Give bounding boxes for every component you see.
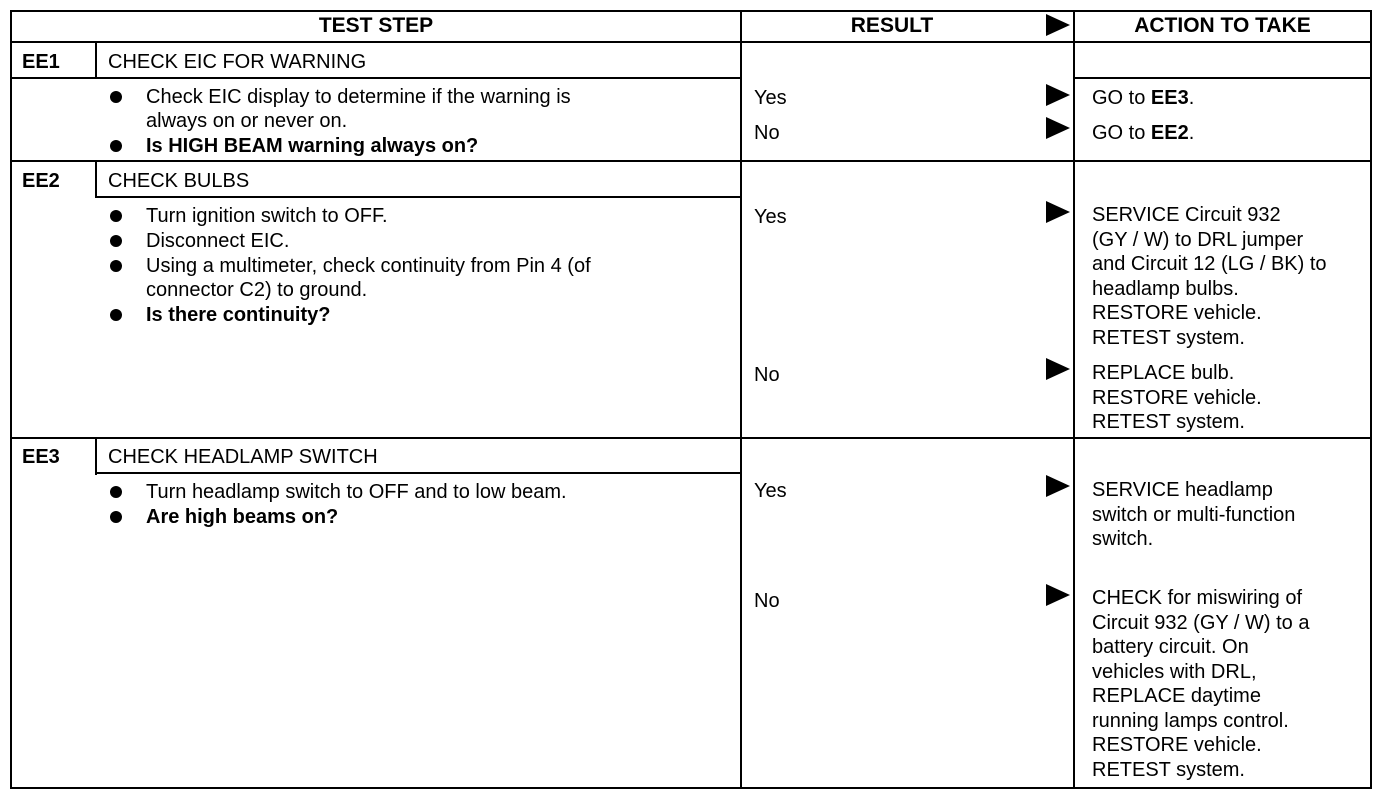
result-yes: Yes (754, 480, 787, 502)
bullet-icon (110, 91, 122, 103)
action-target: EE3 (1150, 87, 1189, 109)
action-text (1092, 478, 1295, 552)
step-title: CHECK EIC FOR WARNING (108, 51, 367, 73)
action-line: Circuit 932 (GY / W) to a (1092, 611, 1310, 634)
action-line: RETEST system. (1092, 758, 1245, 781)
arrow-right-icon (1046, 201, 1070, 223)
bullet-question: Is there continuity? (146, 304, 331, 326)
bullet-icon (110, 309, 122, 321)
result-no: No (754, 122, 780, 144)
action-line: RESTORE vehicle. (1092, 386, 1262, 409)
bullet-text: Using a multimeter, check continuity from Pin 4 (of (146, 255, 591, 277)
action-line: and Circuit 12 (LG / BK) to (1092, 253, 1327, 275)
action-text (1092, 586, 1309, 782)
step-id: EE1 (22, 51, 60, 73)
action-line: switch or multi-function (1092, 503, 1296, 526)
header-action: ACTION TO TAKE (1134, 14, 1311, 37)
bullet-icon (110, 235, 122, 247)
bullet-icon (110, 486, 122, 498)
bullet-text: Turn headlamp switch to OFF and to low beam. (146, 481, 567, 503)
bullet-text: connector C2) to ground. (146, 279, 368, 301)
result-yes: Yes (754, 87, 787, 109)
arrow-right-icon (1046, 358, 1070, 380)
bullet-icon (110, 140, 122, 152)
action-suffix: . (1188, 122, 1195, 144)
arrow-right-icon (1046, 84, 1070, 106)
bullet-icon (110, 210, 122, 222)
action-line: RESTORE vehicle. (1092, 302, 1262, 324)
action-line: battery circuit. On (1092, 636, 1249, 658)
bullet-text: always on or never on. (146, 110, 348, 132)
action-prefix: GO to (1092, 87, 1151, 109)
header-result: RESULT (850, 14, 934, 37)
step-title: CHECK BULBS (108, 170, 250, 192)
action-prefix: GO to (1092, 122, 1151, 144)
action-line: running lamps control. (1092, 709, 1289, 732)
action-goto (1092, 86, 1194, 110)
result-yes: Yes (754, 206, 787, 228)
action-line: SERVICE Circuit 932 (1092, 204, 1281, 226)
bullet-icon (110, 260, 122, 272)
action-line: CHECK for miswiring of (1092, 587, 1303, 609)
arrow-right-icon (1046, 475, 1070, 497)
header-test-step: TEST STEP (318, 14, 434, 37)
action-line: headlamp bulbs. (1092, 277, 1239, 300)
header-arrow-icon (1046, 14, 1070, 36)
action-line: vehicles with DRL, (1092, 660, 1257, 683)
action-line: REPLACE daytime (1092, 685, 1261, 707)
result-no: No (754, 590, 780, 612)
action-target: EE2 (1150, 122, 1189, 144)
bullet-icon (110, 511, 122, 523)
action-line: (GY / W) to DRL jumper (1092, 228, 1304, 251)
action-text (1092, 361, 1262, 435)
bullet-text: Turn ignition switch to OFF. (146, 205, 388, 227)
action-text (1092, 203, 1327, 350)
action-line: RESTORE vehicle. (1092, 734, 1262, 756)
action-line: SERVICE headlamp (1092, 479, 1273, 501)
action-line: RETEST system. (1092, 411, 1245, 433)
arrow-right-icon (1046, 117, 1070, 139)
arrow-right-icon (1046, 584, 1070, 606)
action-suffix: . (1188, 87, 1195, 109)
bullet-text: Check EIC display to determine if the warning is (146, 86, 571, 108)
bullet-question: Are high beams on? (146, 506, 339, 528)
result-no: No (754, 364, 780, 386)
step-id: EE3 (22, 446, 60, 468)
bullet-question: Is HIGH BEAM warning always on? (146, 135, 479, 157)
action-line: switch. (1092, 528, 1154, 550)
action-line: RETEST system. (1092, 326, 1245, 349)
action-line: REPLACE bulb. (1092, 362, 1235, 384)
action-goto (1092, 121, 1194, 145)
bullet-text: Disconnect EIC. (146, 230, 290, 252)
step-title: CHECK HEADLAMP SWITCH (108, 446, 378, 468)
step-id: EE2 (22, 170, 60, 192)
